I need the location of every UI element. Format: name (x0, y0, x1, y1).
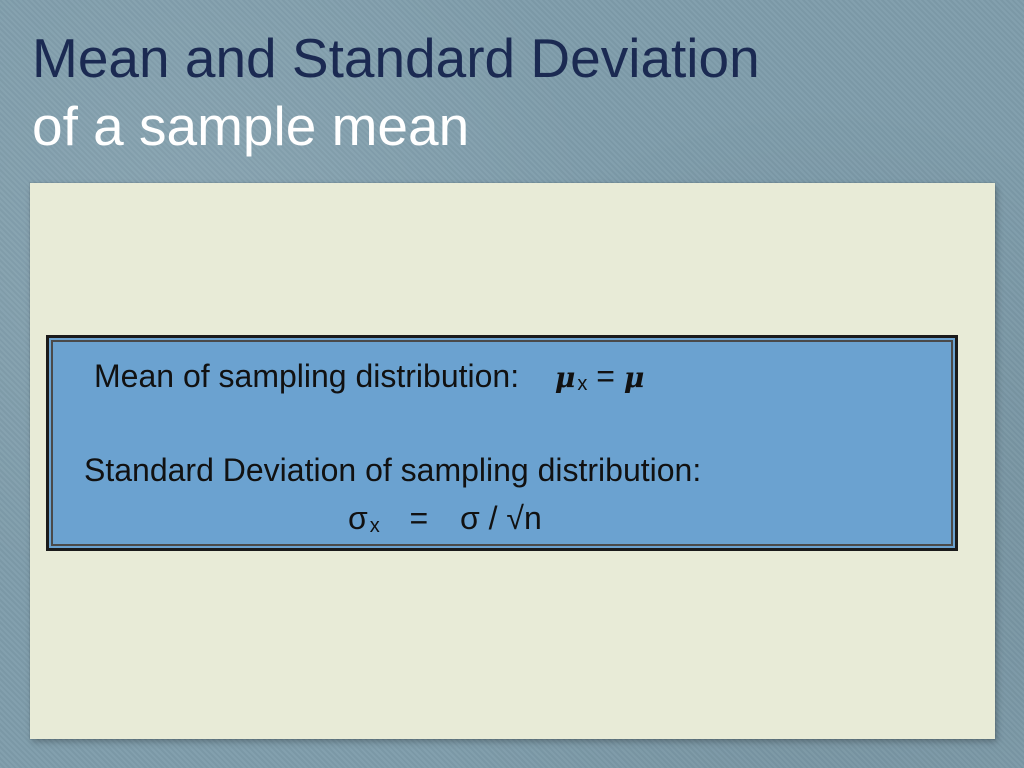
mean-rhs: μ (623, 361, 645, 394)
mean-formula (94, 358, 644, 395)
mean-equals: = (596, 358, 615, 394)
mean-label: Mean of sampling distribution: (94, 358, 520, 394)
slide-title-line2: of a sample mean (32, 95, 470, 157)
slide-title (32, 24, 760, 160)
sd-equals: = (409, 500, 429, 536)
sd-rhs: σ / √n (460, 500, 542, 536)
mean-symbol: μ (554, 361, 576, 394)
sd-subscript: x (369, 515, 380, 537)
slide-title-line1: Mean and Standard Deviation (32, 27, 760, 89)
sd-label: Standard Deviation of sampling distribution: (84, 452, 702, 488)
mean-subscript: x (577, 373, 588, 395)
sd-formula (348, 500, 542, 537)
sd-symbol: σ (348, 500, 368, 536)
